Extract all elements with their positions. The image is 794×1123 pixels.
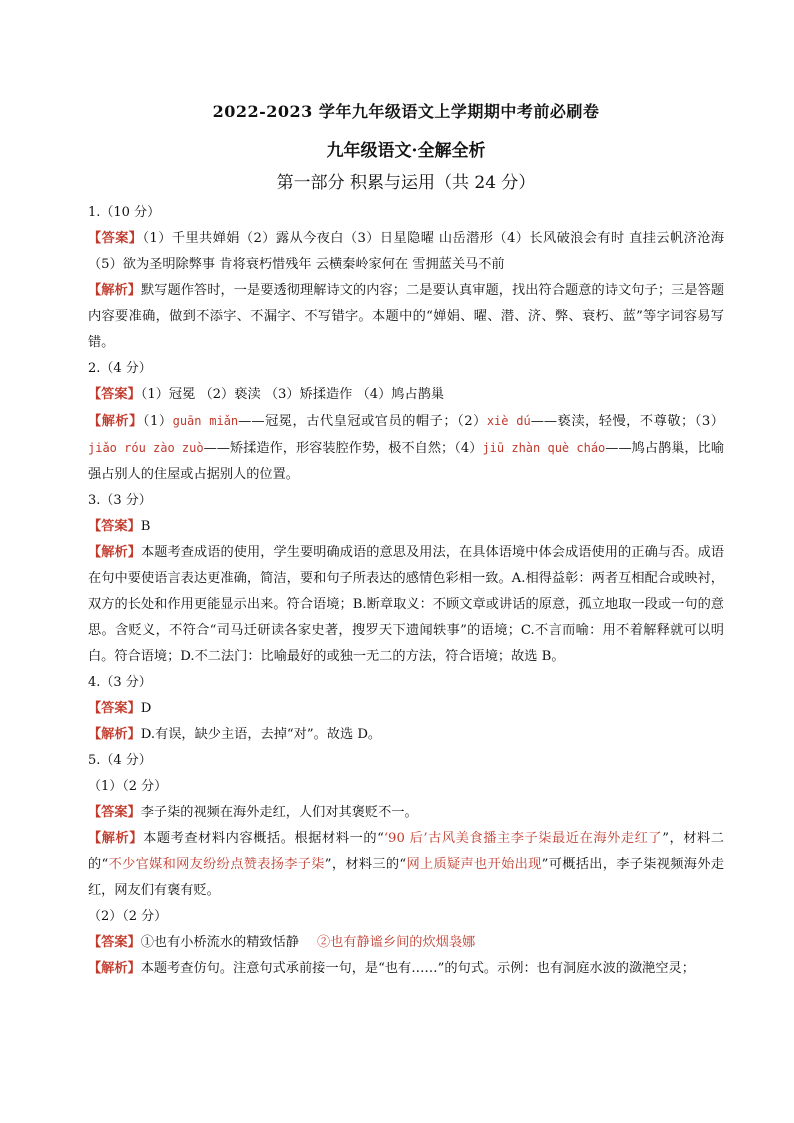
- exam-subtitle: 九年级语文·全解全析: [326, 141, 486, 161]
- question-5-2-answer-a: ①也有小桥流水的精致恬静: [140, 935, 299, 950]
- analysis-text: ——鸠占鹊巢，比喻强占别人的住屋或占据别人的位置。: [88, 441, 725, 482]
- answer-label: 【答案】: [88, 231, 143, 246]
- question-4-answer: [88, 696, 724, 722]
- answer-label: 【答案】: [88, 701, 141, 716]
- question-3-analysis: [88, 540, 724, 670]
- question-4-analysis-text: D.有误，缺少主语，去掉“对”。故选 D。: [140, 727, 382, 742]
- question-5-2-answer-b: ②也有静谧乡间的炊烟袅娜: [317, 935, 476, 950]
- answer-label: 【答案】: [88, 519, 141, 534]
- analysis-text: 本题考查材料内容概括。根据材料一的“: [143, 831, 384, 846]
- analysis-label: 【解析】: [88, 727, 141, 742]
- pinyin-3: jiǎo róu zào zuò: [88, 441, 204, 455]
- analysis-text: ——亵渎，轻慢，不尊敬；（3）: [530, 414, 724, 429]
- analysis-label: 【解析】: [88, 283, 142, 298]
- pinyin-4: jiū zhàn què cháo: [482, 441, 606, 455]
- section-heading: 第一部分 积累与运用（共 24 分）: [276, 173, 536, 193]
- question-3-analysis-text: 本题考查成语的使用，学生要明确成语的意思及用法，在具体语境中体会成语使用的正确与否。成语在句中要使语言表达更准确，简洁，要和句子所表达的感情色彩相一致。A.相得益彰：两者互相配合或映衬，双方的长处和作用更能显示出来。符合语境；B.断章取义：不顾文章或讲话的原意，孤立地取一段或一句的意思。含贬义，不符合“司马迁研读各家史著，搜罗天下遗闻轶事”的语境；C.不言而喻：用不着解释就可以明白。符合语境；D.不二法门：比喻最好的或独一无二的方法，符合语境；故选 B。: [88, 545, 725, 664]
- quote-1: ‘90 后’古风美食播主李子柒最近在海外走红了: [383, 831, 663, 846]
- question-4-analysis: [88, 722, 724, 748]
- question-5-1-heading: （1）（2 分）: [88, 779, 168, 794]
- question-5-2-heading: （2）（2 分）: [88, 909, 168, 924]
- question-4-heading: 4.（3 分）: [88, 675, 152, 690]
- question-1-answer: [88, 226, 724, 278]
- question-1-answer-text: （1）千里共婵娟（2）露从今夜白（3）日星隐曜 山岳潜形（4）长风破浪会有时 直挂云帆济沧海 （5）欲为圣明除弊事 肯将衰朽惜残年 云横秦岭家何在 雪拥蓝关马不前: [88, 231, 725, 272]
- answer-label: 【答案】: [88, 387, 141, 402]
- question-2-answer: [88, 382, 724, 408]
- analysis-text: ”，材料二的“: [88, 831, 724, 872]
- question-5-heading: 5.（4 分）: [88, 753, 152, 768]
- question-2-heading: 2.（4 分）: [88, 361, 152, 376]
- analysis-text: ——矫揉造作，形容装腔作势，极不自然；（4）: [203, 441, 483, 456]
- question-1-heading: 1.（10 分）: [88, 205, 161, 220]
- question-3-heading: 3.（3 分）: [88, 493, 152, 508]
- analysis-text: ”，材料三的“: [324, 857, 407, 872]
- question-1-analysis-text: 默写题作答时，一是要透彻理解诗文的内容；二是要认真审题，找出符合题意的诗文句子；三是答题内容要准确，做到不添字、不漏字、不写错字。本题中的“婵娟、曜、潜、济、弊、衰朽、蓝”等字词容易写错。: [88, 283, 725, 350]
- question-5-2-analysis: [88, 956, 724, 982]
- question-2-answer-text: （1）冠冕 （2）亵渎 （3）矫揉造作 （4）鸠占鹊巢: [140, 387, 445, 402]
- question-3-answer: [88, 514, 724, 540]
- answer-label: 【答案】: [88, 935, 141, 950]
- analysis-text: ——冠冕，古代皇冠或官员的帽子；（2）: [238, 414, 487, 429]
- analysis-label: 【解析】: [88, 545, 142, 560]
- pinyin-1: guān miǎn: [172, 414, 239, 428]
- question-5-2-answer: [88, 930, 724, 956]
- question-1-analysis: [88, 278, 724, 356]
- analysis-text: ”可概括出，李子柒视频海外走红，网友们有褒有贬。: [88, 857, 725, 898]
- question-4-answer-text: D: [140, 701, 152, 716]
- exam-title: 2022-2023 学年九年级语文上学期期中考前必刷卷: [212, 102, 600, 121]
- question-5-1-analysis: [88, 826, 724, 904]
- analysis-text: （1）: [142, 414, 173, 429]
- question-5-1-answer-text: 李子柒的视频在海外走红，人们对其褒贬不一。: [140, 805, 418, 820]
- question-5-2-analysis-text: 本题考查仿句。注意句式承前接一句，是“也有……”的句式。示例：也有洞庭水波的潋滟空灵；: [140, 961, 695, 976]
- question-5-1-answer: [88, 800, 724, 826]
- question-2-analysis: [88, 408, 724, 488]
- pinyin-2: xiè dú: [486, 414, 531, 428]
- answer-label: 【答案】: [88, 805, 141, 820]
- analysis-label: 【解析】: [88, 414, 143, 429]
- quote-2: 不少官媒和网友纷纷点赞表扬李子柒: [108, 857, 325, 872]
- analysis-label: 【解析】: [88, 831, 144, 846]
- quote-3: 网上质疑声也开始出现: [406, 857, 542, 872]
- question-3-answer-text: B: [140, 519, 151, 534]
- analysis-label: 【解析】: [88, 961, 141, 976]
